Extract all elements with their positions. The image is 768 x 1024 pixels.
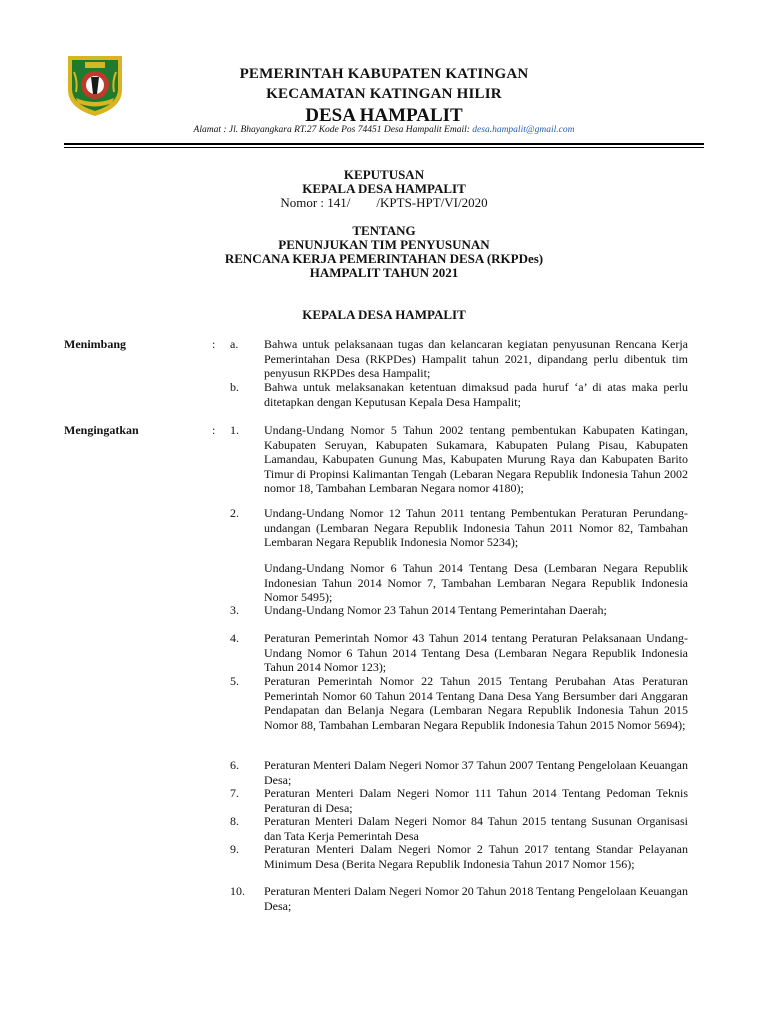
- decision-heading: KEPUTUSAN: [343, 167, 425, 182]
- menimbang-label: Menimbang: [64, 337, 127, 351]
- mengingatkan-colon: :: [212, 423, 216, 437]
- letterhead-village: DESA HAMPALIT: [305, 105, 463, 126]
- decision-issuer: KEPALA DESA HAMPALIT: [302, 181, 466, 196]
- letterhead-rule-thin: [64, 147, 704, 148]
- email-address: desa.hampalit@gmail.com: [472, 125, 575, 135]
- mengingatkan-label: Mengingatkan: [64, 423, 139, 437]
- address-text: Alamat : Jl. Bhayangkara RT.27 Kode Pos 74451 Desa Hampalit Email:: [193, 125, 473, 135]
- letterhead-government: PEMERINTAH KABUPATEN KATINGAN: [239, 66, 529, 82]
- mengingatkan-item-7: Peraturan Menteri Dalam Negeri Nomor 111 Tahun 2014 Tentang Pedoman Teknis Peraturan di Desa;: [264, 786, 688, 815]
- subject-line-3: HAMPALIT TAHUN 2021: [309, 265, 459, 280]
- mengingatkan-item-8: Peraturan Menteri Dalam Negeri Nomor 84 Tahun 2015 tentang Susunan Organisasi dan Tata Kerja Pemerintah Desa: [264, 814, 688, 843]
- list-marker: 1.: [230, 423, 239, 437]
- mengingatkan-item-9: Peraturan Menteri Dalam Negeri Nomor 2 Tahun 2017 tentang Standar Pelayanan Minimum Desa (Berita Negara Republik Indonesia Tahun 2017 Nomor 156);: [264, 842, 688, 871]
- list-marker: 5.: [230, 674, 239, 688]
- list-marker: 8.: [230, 814, 239, 828]
- list-marker: 7.: [230, 786, 239, 800]
- mengingatkan-item-3: Undang-Undang Nomor 23 Tahun 2014 Tentang Pemerintahan Daerah;: [264, 603, 607, 617]
- decision-number: Nomor : 141/ /KPTS-HPT/VI/2020: [280, 195, 488, 210]
- letterhead: [0, 64, 768, 128]
- mengingatkan-item-10: Peraturan Menteri Dalam Negeri Nomor 20 Tahun 2018 Tentang Pengelolaan Keuangan Desa;: [264, 884, 688, 913]
- list-marker: 9.: [230, 842, 239, 856]
- mengingatkan-item-6: Peraturan Menteri Dalam Negeri Nomor 37 Tahun 2007 Tentang Pengelolaan Keuangan Desa;: [264, 758, 688, 787]
- address-line: [0, 124, 768, 136]
- mengingatkan-item-4: Peraturan Pemerintah Nomor 43 Tahun 2014 tentang Peraturan Pelaksanaan Undang-Undang Nomor 6 Tahun 2014 Tentang Desa (Lembaran Negara Republik Indonesia Tahun 2014 Nomor 123);: [264, 631, 688, 674]
- subject-line-1: PENUNJUKAN TIM PENYUSUNAN: [278, 237, 490, 252]
- mengingatkan-item-1: Undang-Undang Nomor 5 Tahun 2002 tentang pembentukan Kabupaten Katingan, Kabupaten Seruyan, Kabupaten Sukamara, Kabupaten Pulang Pisau, Kabupaten Lamandau, Kabupaten Gunung Mas, Kabupaten Murung Raya dan Kabupaten Barito Timur di Propinsi Kalimantan Tengah (Lebaran Negara Republik Indonesia Tahun 2002 nomor 18, Tambahan Lembaran Negara nomor 4180);: [264, 423, 688, 495]
- list-marker: 4.: [230, 631, 239, 645]
- list-marker: a.: [230, 337, 239, 351]
- tentang-heading: TENTANG: [352, 223, 416, 238]
- menimbang-colon: :: [212, 337, 216, 351]
- village-head-heading: KEPALA DESA HAMPALIT: [302, 307, 466, 322]
- list-marker: b.: [230, 380, 239, 394]
- menimbang-item-b: Bahwa untuk melaksanakan ketentuan dimaksud pada huruf ‘a’ di atas maka perlu ditetapkan dengan Keputusan Kepala Desa Hampalit;: [264, 380, 688, 409]
- subject-line-2: RENCANA KERJA PEMERINTAHAN DESA (RKPDes): [224, 251, 544, 266]
- letterhead-district: KECAMATAN KATINGAN HILIR: [266, 86, 502, 102]
- list-marker: 3.: [230, 603, 239, 617]
- letterhead-rule-thick: [64, 143, 704, 145]
- mengingatkan-item-2-continued: Undang-Undang Nomor 6 Tahun 2014 Tentang Desa (Lembaran Negara Republik Indonesian Tahun 2014 Nomor 7, Tambahan Lembaran Negara Republik Indonesia Nomor 5495);: [264, 561, 688, 604]
- list-marker: 10.: [230, 884, 245, 898]
- mengingatkan-item-5: Peraturan Pemerintah Nomor 22 Tahun 2015 Tentang Perubahan Atas Peraturan Pemerintah Nomor 60 Tahun 2014 Tentang Dana Desa Yang Bersumber dari Anggaran Pendapatan dan Belanja Negara (Lembaran Negara Republik Indonesia Tahun 2015 Nomor 88, Tambahan Lembaran Negara Republik Indonesia Tahun 2015 Nomor 5694);: [264, 674, 688, 732]
- list-marker: 2.: [230, 506, 239, 520]
- list-marker: 6.: [230, 758, 239, 772]
- mengingatkan-item-2: Undang-Undang Nomor 12 Tahun 2011 tentang Pembentukan Peraturan Perundang-undangan (Lembaran Negara Republik Indonesia Tahun 2011 Nomor 82, Tambahan Lembaran Negara Republik Indonesia Nomor 5234);: [264, 506, 688, 549]
- menimbang-item-a: Bahwa untuk pelaksanaan tugas dan kelancaran kegiatan penyusunan Rencana Kerja Pemerintahan Desa (RKPDes) Hampalit tahun 2021, dipandang perlu dibentuk tim penyusun RKPDes desa Hampalit;: [264, 337, 688, 380]
